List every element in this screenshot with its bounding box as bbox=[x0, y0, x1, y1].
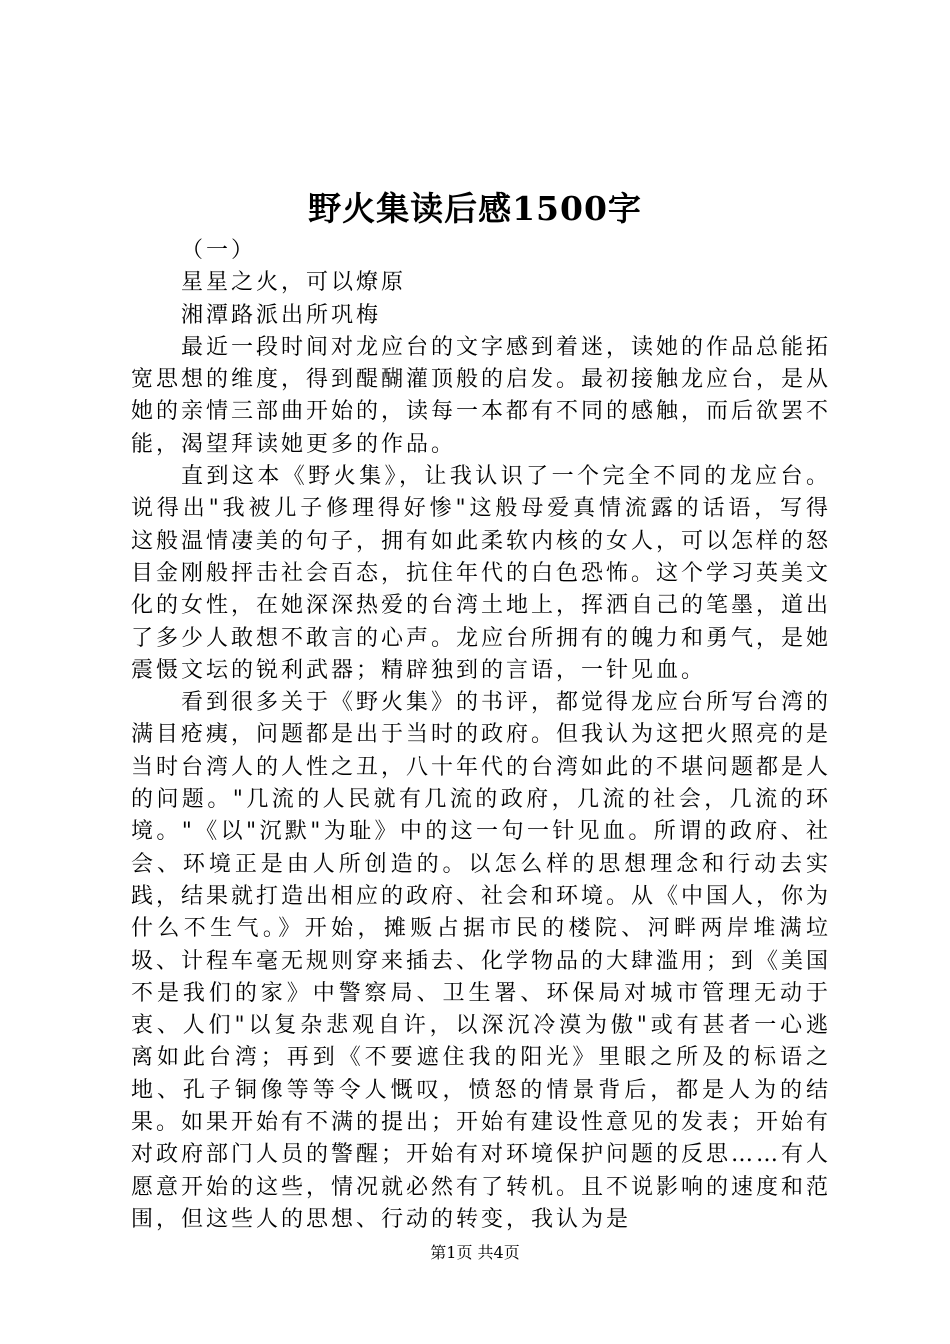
section-marker: （一） bbox=[181, 238, 257, 263]
author-line: 湘潭路派出所巩梅 bbox=[181, 302, 382, 328]
document-title: 野火集读后感1500字 bbox=[308, 189, 642, 228]
paragraph-1: 最近一段时间对龙应台的文字感到着迷，读她的作品总能拓宽思想的维度，得到醍醐灌顶般的启发。最初接触龙应台，是从她的亲情三部曲开始的，读每一本都有不同的感触，而后欲罢不能，渴望拜读她更多的作品。 bbox=[131, 334, 832, 457]
paragraph-3: 看到很多关于《野火集》的书评，都觉得龙应台所写台湾的满目疮痍，问题都是出于当时的政府。但我认为这把火照亮的是当时台湾人的人性之丑，八十年代的台湾如此的不堪问题都是人的问题。"几流的人民就有几流的政府，几流的社会，几流的环境。"《以"沉默"为耻》中的这一句一针见血。所谓的政府、社会、环境正是由人所创造的。以怎么样的思想理念和行动去实践，结果就打造出相应的政府、社会和环境。从《中国人，你为什么不生气。》开始，摊贩占据市民的楼院、河畔两岸堆满垃圾、计程车毫无规则穿来插去、化学物品的大肆滥用；到《美国不是我们的家》中警察局、卫生署、环保局对城市管理无动于衷、人们"以复杂悲观自许，以深沉冷漠为傲"或有甚者一心逃离如此台湾；再到《不要遮住我的阳光》里眼之所及的标语之地、孔子铜像等等令人慨叹，愤怒的情景背后，都是人为的结果。如果开始有不满的提出；开始有建设性意见的发表；开始有对政府部门人员的警醒；开始有对环境保护问题的反思……有人愿意开始的这些，情况就必然有了转机。且不说影响的速度和范围，但这些人的思想、行动的转变，我认为是 bbox=[131, 690, 832, 1232]
paragraph-2: 直到这本《野火集》，让我认识了一个完全不同的龙应台。说得出"我被儿子修理得好惨"这般母爱真情流露的话语，写得这般温情凄美的句子，拥有如此柔软内核的女人，可以怎样的怒目金刚般抨击社会百态，抗住年代的白色恐怖。这个学习英美文化的女性，在她深深热爱的台湾土地上，挥洒自己的笔墨，道出了多少人敢想不敢言的心声。龙应台所拥有的魄力和勇气，是她震慑文坛的锐利武器；精辟独到的言语，一针见血。 bbox=[131, 464, 832, 683]
subtitle: 星星之火，可以燎原 bbox=[181, 270, 407, 296]
document-body bbox=[131, 235, 831, 1236]
page-footer: 第1页 共4页 bbox=[430, 1243, 520, 1262]
